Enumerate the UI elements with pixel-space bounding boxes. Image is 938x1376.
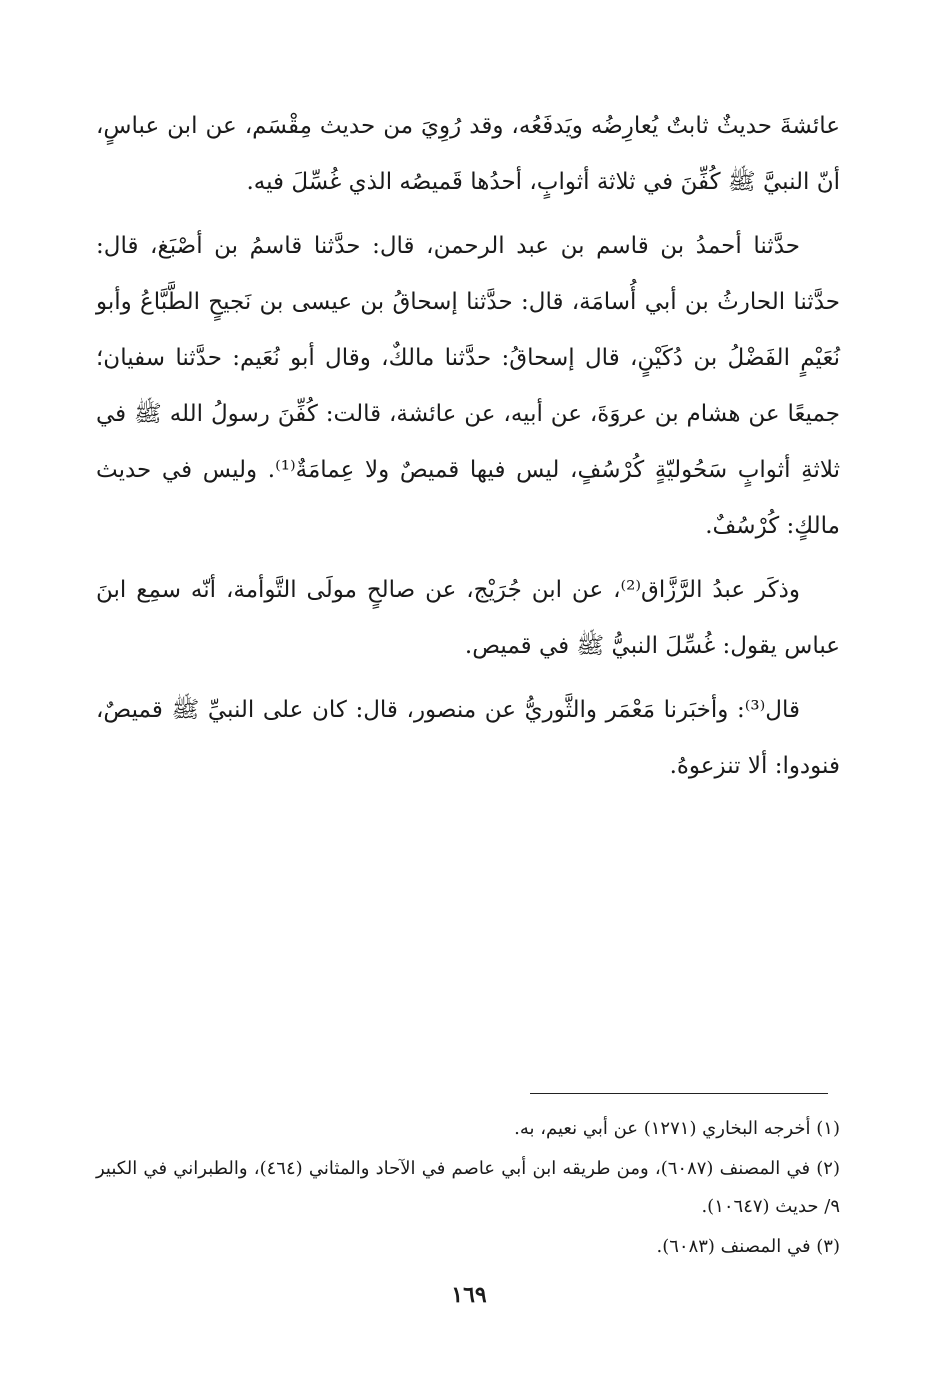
page-number: ١٦٩ (451, 1282, 487, 1308)
footnote-3: (٣) في المصنف (٦٠٨٣). (656, 1236, 840, 1257)
paragraph-3: وذكَر عبدُ الرَّزَّاق⁽²⁾، عن ابن جُرَيْج، عن صالحٍ مولَى التَّوأمة، أنّه سمِع ابنَ عباس يقول: غُسِّلَ النبيُّ ﷺ في قميص. (96, 577, 840, 659)
paragraph-1: عائشةَ حديثٌ ثابتٌ يُعارِضُه ويَدفَعُه، وقد رُوِيَ من حديث مِقْسَم، عن ابن عباسٍ، أنّ النبيَّ ﷺ كُفِّنَ في ثلاثة أثوابٍ، أحدُها قَميصُه الذي غُسِّلَ فيه. (96, 113, 840, 195)
paragraph-4: قال⁽³⁾: وأخبَرنا مَعْمَر والثَّوريُّ عن منصور، قال: كان على النبيِّ ﷺ قميصٌ، فنودوا: ألا تنزعوهُ. (96, 697, 840, 779)
footnote-1: (١) أخرجه البخاري (١٢٧١) عن أبي نعيم، به. (514, 1118, 840, 1139)
footnote-divider (530, 1093, 828, 1094)
footnotes (96, 1110, 840, 1268)
main-text (96, 98, 840, 802)
footnote-2: (٢) في المصنف (٦٠٨٧)، ومن طريقه ابن أبي عاصم في الآحاد والمثاني (٤٦٤)، والطبراني في الكبير ٩/ حديث (١٠٦٤٧). (96, 1158, 840, 1217)
paragraph-2: حدَّثنا أحمدُ بن قاسم بن عبد الرحمن، قال: حدَّثنا قاسمُ بن أصْبَغ، قال: حدَّثنا الحارثُ بن أبي أُسامَة، قال: حدَّثنا إسحاقُ بن عيسى بن نَجيحٍ الطَّبَّاعُ وأبو نُعَيْمٍ الفَضْلُ بن دُكَيْنٍ، قال إسحاقُ: حدَّثنا مالكٌ، وقال أبو نُعَيم: حدَّثنا سفيان؛ جميعًا عن هشام بن عروَةَ، عن أبيه، عن عائشة، قالت: كُفِّنَ رسولُ الله ﷺ في ثلاثةِ أثوابٍ سَحُوليّةٍ كُرْسُفٍ، ليس فيها قميصٌ ولا عِمامَةٌ⁽¹⁾. وليس في حديث مالكٍ: كُرْسُفٌ. (96, 233, 840, 539)
